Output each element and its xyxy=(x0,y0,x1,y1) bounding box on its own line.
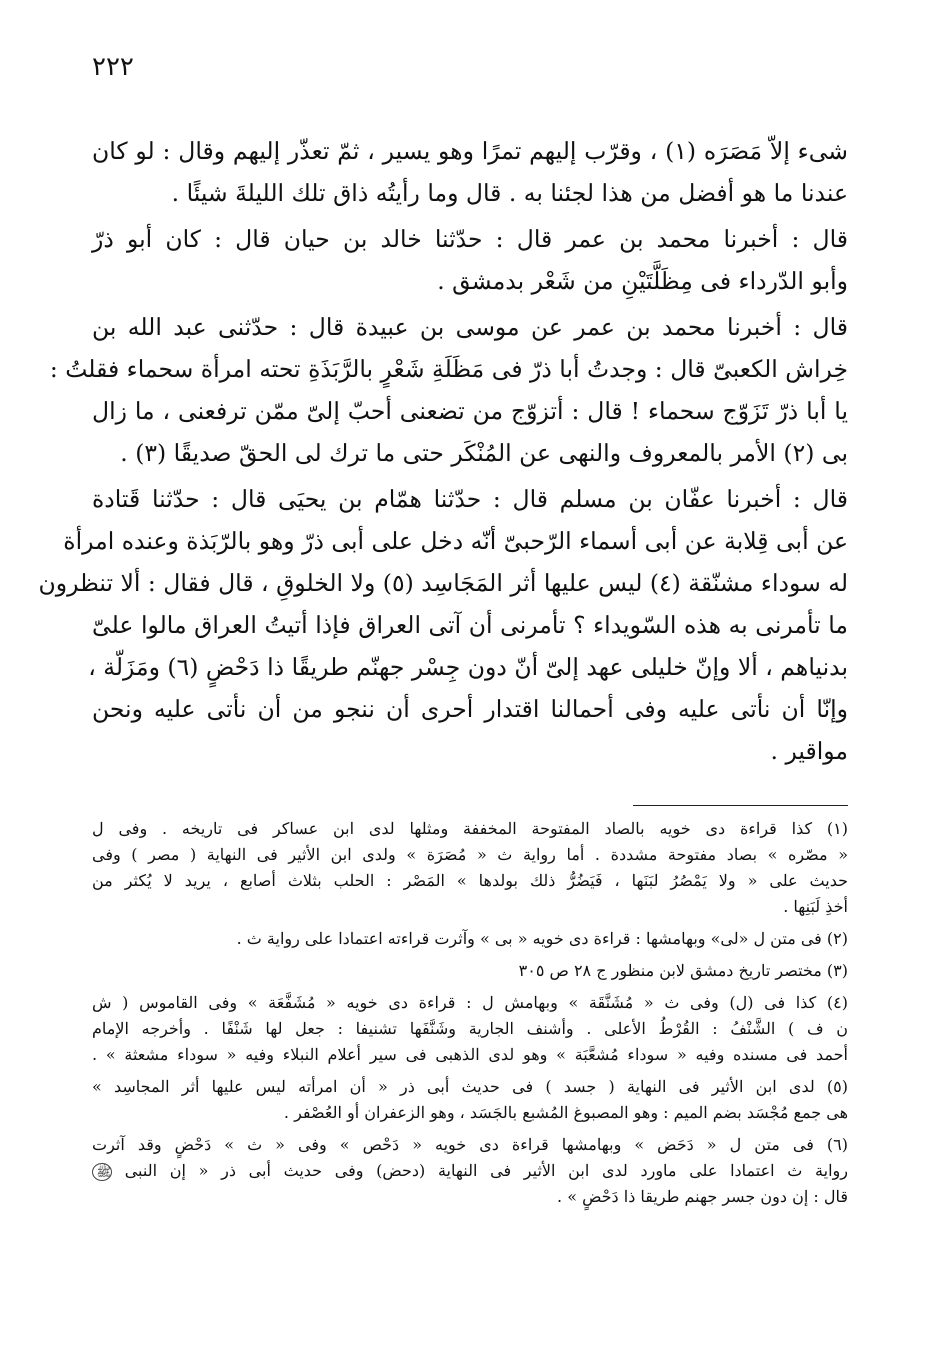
footnote-6 xyxy=(92,1132,848,1210)
text-line: وإنّا أن نأتى عليه وفى أحمالنا اقتدار أحرى أن ننجو من أن نأتى عليه ونحن xyxy=(92,695,848,723)
text-line: بى (٢) الأمر بالمعروف والنهى عن المُنْكَر حتى ما ترك لى الحقّ صديقًا (٣) . xyxy=(120,439,848,467)
salawat-symbol-icon: ﷺ xyxy=(92,1163,112,1181)
text-line: ما تأمرنى به هذه السّويداء ؟ تأمرنى أن آتى العراق فإذا أتيتُ العراق مالوا علىّ xyxy=(92,611,848,639)
text-line: مواقير . xyxy=(770,737,848,765)
text-line: عن أبى قِلابة عن أبى أسماء الرّحبىّ أنّه دخل على أبى ذرّ وهو بالرّبَذة وعنده امرأة xyxy=(63,527,848,555)
text-line: بدنياهم ، ألا وإنّ خليلى عهد إلىّ أنّ دون جِسْر جهنّم طريقًا ذا دَحْضٍ (٦) ومَزَلّة ، xyxy=(88,653,848,681)
footnote-line xyxy=(92,1158,848,1184)
text-line: له سوداء مشنّقة (٤) ليس عليها أثر المَجَاسِد (٥) ولا الخلوقِ ، قال فقال : ألا تنظرون xyxy=(38,569,848,597)
footnote-4 xyxy=(92,990,848,1068)
footnotes xyxy=(92,816,848,1210)
main-text xyxy=(38,130,848,772)
footnote-text: (٦) فى متن ل « دَحَض » وبهامشها قراءة دى خويه « دَحْص » وفى « ث » دَحْضٍ وقد آثرت xyxy=(92,1135,848,1154)
footnote-line: (١) كذا قراءة دى خويه بالصاد المفتوحة المخففة ومثلها لدى ابن عساكر فى تاريخه . وفى ل xyxy=(92,819,848,838)
footnote-line: قال : إن دون جسر جهنم طريقا ذا دَحْضٍ » . xyxy=(557,1187,848,1206)
page-number: ٢٢٢ xyxy=(92,52,134,82)
text-line: شىء إلاّ مَصَرَه (١) ، وقرّب إليهم تمرًا وهو يسير ، ثمّ تعذّر إليهم وقال : لو كان xyxy=(92,137,848,165)
text-line: وأبو الدّرداء فى مِظَلَّتَيْنِ من شَعْر بدمشق . xyxy=(437,267,848,295)
text-line: قال : أخبرنا محمد بن عمر عن موسى بن عبيدة قال : حدّثنى عبد الله بن xyxy=(92,313,848,341)
text-line: قال : أخبرنا عفّان بن مسلم قال : حدّثنا همّام بن يحيَى قال : حدّثنا قَتادة xyxy=(92,485,848,513)
footnote-line: « مصّره » بصاد مفتوحة مشددة . أما رواية ث « مُصَرَة » ولدى ابن الأثير فى النهاية ( مصر ) وفى xyxy=(92,845,848,864)
footnote-5 xyxy=(92,1074,848,1126)
footnote-line: أخذِ لَبَنِها . xyxy=(783,897,848,916)
text-line: خِراش الكعبىّ قال : وجدتُ أبا ذرّ فى مَظَلَةِ شَعْرٍ بالرَّبَذَةِ تحته امرأة سحماء فقلتُ : xyxy=(49,355,848,383)
footnote-line: (٥) لدى ابن الأثير فى النهاية ( جسد ) فى حديث أبى ذر « أن امرأته ليس عليها أثر المجاسِد » xyxy=(92,1077,848,1096)
footnote-1 xyxy=(92,816,848,920)
footnote-line xyxy=(92,1132,848,1158)
footnote-text: رواية ث اعتمادا على ماورد لدى ابن الأثير فى النهاية (دحض) وفى حديث أبى ذر « إن النبى xyxy=(124,1161,848,1180)
footnote-divider xyxy=(633,805,848,806)
footnote-line: أحمد فى مسنده وفيه « سوداء مُشعَّبَة » وهو لدى الذهبى فى سير أعلام النبلاء وفيه « سوداء مشعثة » . xyxy=(92,1045,848,1064)
footnote-line: ن ف ) الشَّنْفُ : القُرْطُ الأعلى . وأشنف الجارية وشَنَّفَها تشنيفا : جعل لها شَنْفًا . وأخرجه الإمام xyxy=(92,1019,848,1038)
text-line: يا أبا ذرّ تَزَوّج سحماء ! قال : أتزوّج من تضعنى أحبّ إلىّ ممّن ترفعنى ، ما زال xyxy=(92,397,848,425)
footnote-3: (٣) مختصر تاريخ دمشق لابن منظور ج ٢٨ ص ٣٠٥ xyxy=(518,961,848,980)
footnote-line: هى جمع مُجْسَد بضم الميم : وهو المصبوغ المُشبع بالجَسَد ، وهو الزعفران أو العُصْفر . xyxy=(283,1103,848,1122)
text-line: قال : أخبرنا محمد بن عمر قال : حدّثنا خالد بن حيان قال : كان أبو ذرّ xyxy=(92,225,848,253)
footnote-2: (٢) فى متن ل «لى» وبهامشها : قراءة دى خويه « بى » وآثرت قراءته اعتمادا على رواية ث . xyxy=(236,929,848,948)
text-line: عندنا ما هو أفضل من هذا لجئنا به . قال وما رأيتُه ذاق تلك الليلةَ شيئًا . xyxy=(171,179,848,207)
footnote-line: حديث على « ولا يَمْصُرُ لبَنَها ، فَيَضُرُّ ذلك بولدها » المَصْر : الحلب بثلاث أصابع ، يريد لا يُكثر من xyxy=(92,871,848,890)
footnote-line: (٤) كذا فى (ل) وفى ث « مُشَنَّقَة » وبهامش ل : قراءة دى خويه « مُشَفَّعَة » وفى القاموس ( ش xyxy=(92,993,848,1012)
